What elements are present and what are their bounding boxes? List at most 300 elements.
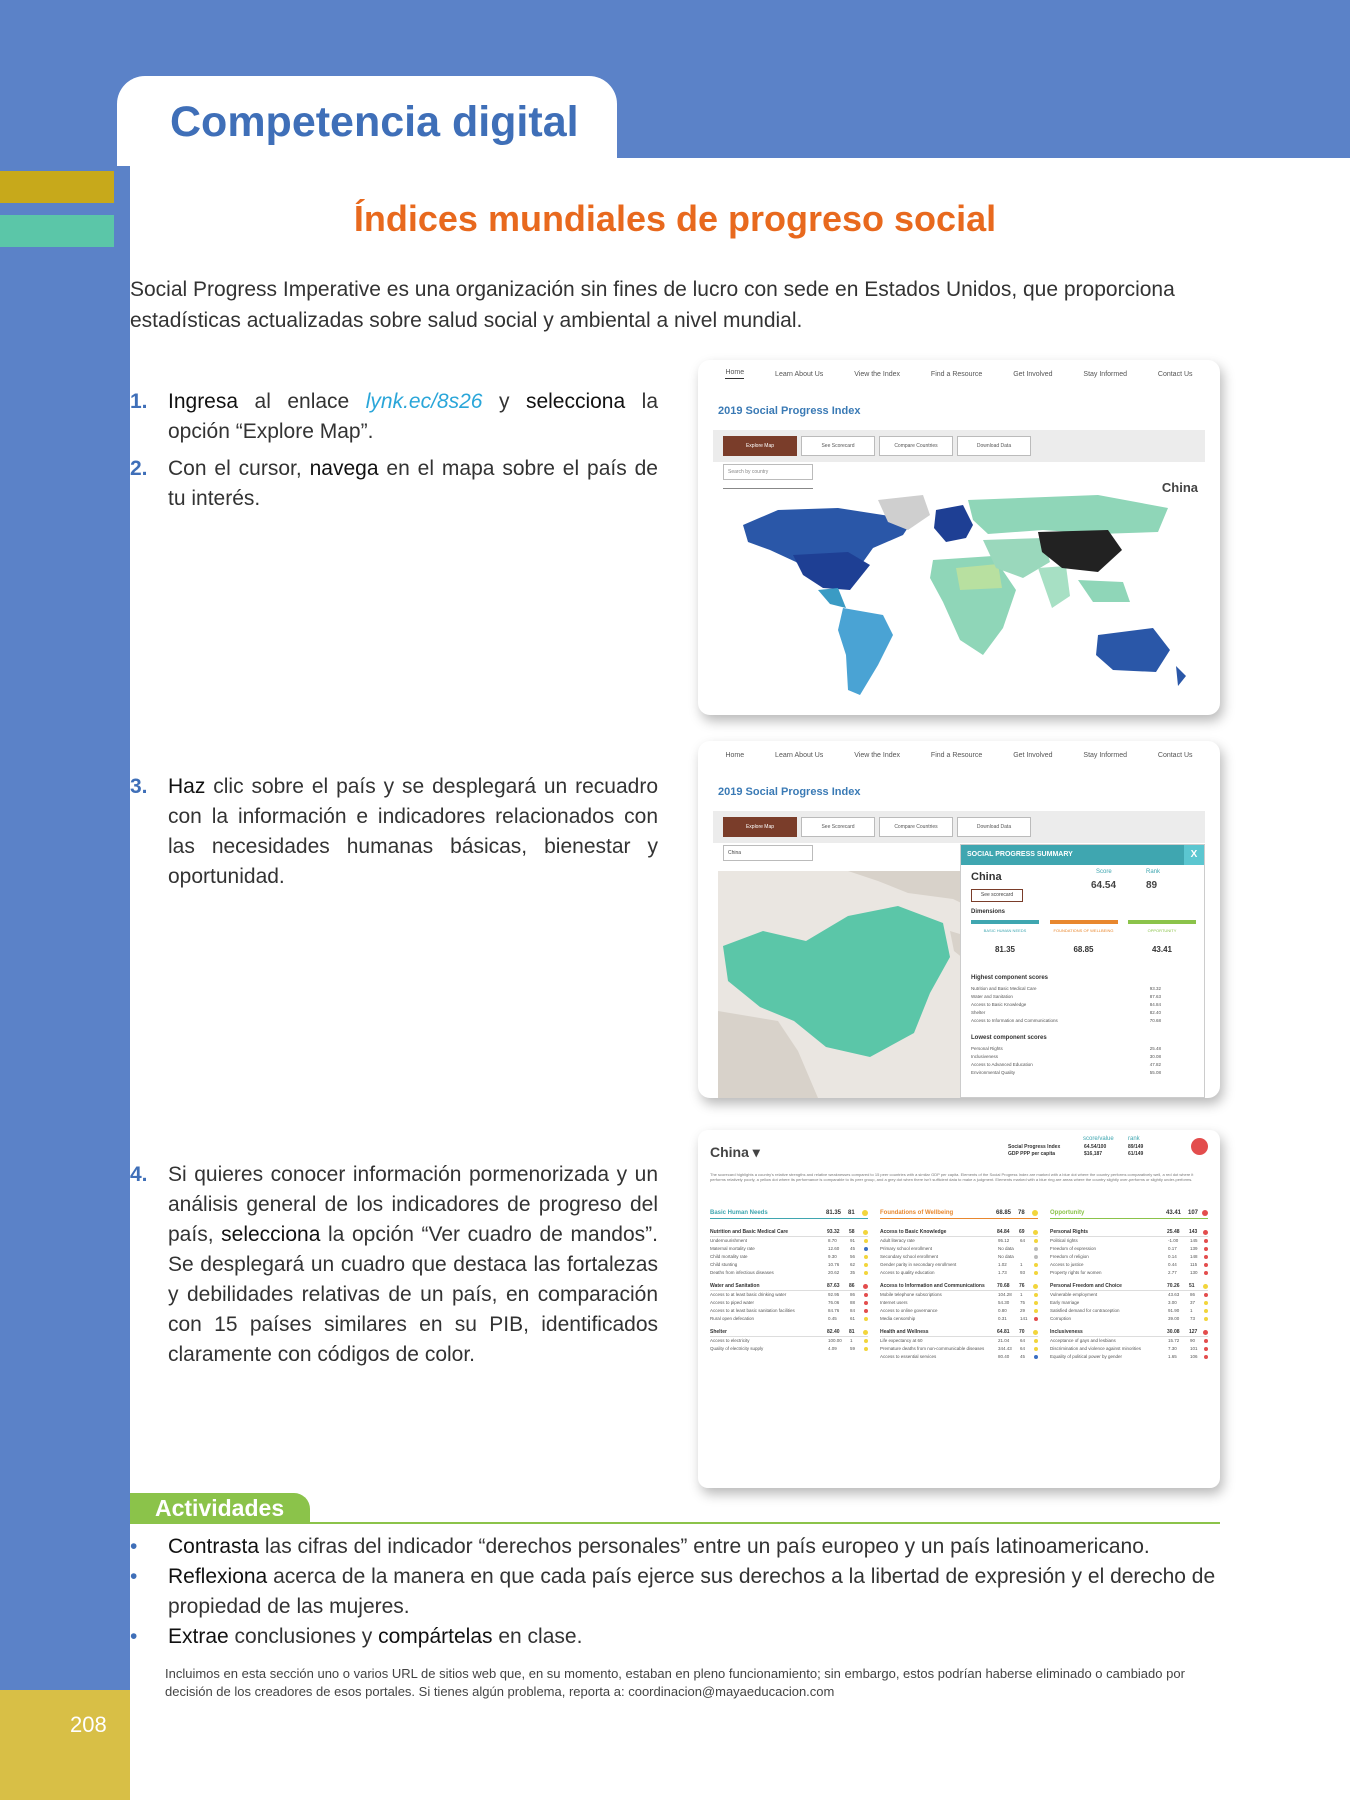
dimension-label: FOUNDATIONS OF WELLBEING	[1053, 928, 1114, 933]
world-map[interactable]	[698, 490, 1220, 715]
indicator-value: 39.00	[1168, 1316, 1180, 1321]
status-dot	[863, 1330, 868, 1335]
indicator-rank: 93	[1020, 1270, 1026, 1275]
indicator-value: 76.06	[828, 1300, 840, 1305]
indicator-name: Access to electricity	[710, 1338, 750, 1343]
status-dot	[1034, 1355, 1038, 1359]
component-value: 84.84	[1149, 1002, 1161, 1007]
indicator-row	[1050, 1299, 1208, 1307]
status-dot	[1034, 1263, 1038, 1267]
nav-learn[interactable]: Learn About Us	[775, 751, 824, 759]
indicator-value: 7.30	[1168, 1346, 1177, 1351]
indicator-value: 1.73	[998, 1270, 1007, 1275]
component-rank: 76	[1019, 1283, 1025, 1289]
map-australia	[1096, 628, 1170, 672]
component-score: 84.84	[997, 1229, 1010, 1235]
indicator-row	[880, 1337, 1038, 1345]
indicator-rank: 73	[1190, 1316, 1196, 1321]
component-score: 82.40	[827, 1329, 840, 1335]
status-dot	[864, 1247, 868, 1251]
status-dot	[1033, 1230, 1038, 1235]
keyword: Extrae	[168, 1625, 229, 1648]
indicator-value: 84.76	[828, 1308, 840, 1313]
indicator-rank: 35	[850, 1270, 856, 1275]
scorecard-country-dropdown[interactable]: China ▾	[710, 1144, 760, 1160]
indicator-rank: 61	[850, 1316, 856, 1321]
index-title: 2019 Social Progress Index	[718, 786, 861, 798]
indicator-row	[880, 1345, 1038, 1353]
dimension-scores	[971, 920, 1196, 972]
component-row	[971, 1017, 1196, 1025]
explore-map-button[interactable]: Explore Map	[723, 817, 797, 837]
nav-find-resource[interactable]: Find a Resource	[930, 370, 983, 378]
component-row	[971, 1053, 1196, 1061]
component-name: Access to Information and Communications	[880, 1283, 985, 1289]
component-name: Water and Sanitation	[710, 1283, 760, 1289]
step-4	[130, 1160, 658, 1370]
indicator-rank: 106	[1190, 1354, 1198, 1359]
indicator-rank: 62	[850, 1262, 856, 1267]
indicator-name: Deaths from infectious diseases	[710, 1270, 774, 1275]
map-sahel	[956, 564, 1002, 590]
keyword: Haz	[168, 775, 206, 798]
gdp-rank: 61/149	[1128, 1151, 1144, 1157]
component-score: 64.81	[997, 1329, 1010, 1335]
summary-score: 64.54	[1091, 880, 1117, 891]
activities-divider	[130, 1522, 1220, 1524]
indicator-value: No data	[998, 1254, 1014, 1259]
indicator-name: Premature deaths from non-communicable diseases	[880, 1346, 985, 1351]
indicator-value: 15.72	[1168, 1338, 1180, 1343]
see-scorecard-button[interactable]: See Scorecard	[801, 817, 875, 837]
nav-stay-informed[interactable]: Stay Informed	[1083, 370, 1127, 378]
indicator-rank: 1	[1020, 1292, 1023, 1297]
score-label: Score	[1096, 869, 1112, 875]
indicator-rank	[1020, 1245, 1034, 1253]
nav-learn[interactable]: Learn About Us	[775, 370, 824, 378]
indicator-value: 20.62	[828, 1270, 840, 1275]
text: y	[482, 390, 526, 413]
component-score: 70.68	[997, 1283, 1010, 1289]
dimension-header	[880, 1210, 1038, 1219]
status-dot	[1204, 1271, 1208, 1275]
text: acerca de la manera en que cada país ejerce sus derechos a la libertad de expresión y el derecho de propiedad de las mujeres.	[168, 1565, 1216, 1618]
highest-label: Highest component scores	[971, 975, 1049, 981]
indicator-name: Access to at least basic drinking water	[710, 1292, 787, 1297]
keyword: Contrasta	[168, 1535, 260, 1558]
indicator-name: Rural open defecation	[710, 1316, 755, 1321]
indicator-rank: 139	[1190, 1246, 1198, 1251]
status-dot	[1203, 1330, 1208, 1335]
nav-home[interactable]: Home	[725, 369, 744, 379]
nav-stay-informed[interactable]: Stay Informed	[1083, 751, 1127, 759]
text: la opción “Explore Map”.	[168, 390, 658, 443]
indicator-rank: 101	[1190, 1346, 1198, 1351]
dimension-card	[971, 920, 1039, 972]
text: Con el cursor,	[168, 457, 310, 480]
indicator-row	[1050, 1345, 1208, 1353]
indicator-name: Early marriage	[1050, 1300, 1080, 1305]
indicator-value: 9.30	[828, 1254, 837, 1259]
keyword: compártelas	[378, 1625, 493, 1648]
site-nav	[698, 360, 1220, 388]
site-nav	[698, 741, 1220, 769]
indicator-rank: 75	[1020, 1300, 1026, 1305]
activity-item	[130, 1622, 1230, 1652]
status-dot	[1202, 1210, 1208, 1216]
indicator-rank: 64	[1020, 1338, 1026, 1343]
indicator-value: 80.40	[998, 1354, 1010, 1359]
indicator-name: Equality of political power by gender	[1050, 1354, 1123, 1359]
component-name: Inclusiveness	[971, 1054, 999, 1059]
component-value: 82.40	[1149, 1010, 1161, 1015]
component-name: Water and Sanitation	[971, 994, 1013, 999]
screenshot-scorecard	[698, 1130, 1220, 1488]
nav-find-resource[interactable]: Find a Resource	[930, 751, 983, 759]
component-rank: 81	[849, 1329, 855, 1335]
indicator-row	[1050, 1315, 1208, 1323]
download-data-button[interactable]: Download Data	[957, 436, 1031, 456]
indicator-row	[880, 1315, 1038, 1323]
website-link[interactable]: lynk.ec/8s26	[365, 390, 483, 413]
status-dot	[864, 1309, 868, 1313]
search-input[interactable]: China	[723, 845, 813, 861]
nav-get-involved[interactable]: Get Involved	[1013, 370, 1053, 378]
see-scorecard-button[interactable]: See Scorecard	[801, 436, 875, 456]
indicator-rank: 86	[850, 1292, 856, 1297]
component-header	[880, 1229, 1038, 1237]
indicator-value: 0.80	[998, 1308, 1007, 1313]
nav-contact[interactable]: Contact Us	[1157, 751, 1193, 759]
left-margin-band	[0, 158, 130, 1690]
status-dot	[864, 1239, 868, 1243]
status-dot	[1034, 1293, 1038, 1297]
indicator-row	[710, 1237, 868, 1245]
text: Si quieres conocer información pormenorizada y un análisis general de los indicadores de progreso del país,	[168, 1163, 658, 1246]
china-zoom-map[interactable]	[718, 871, 978, 1098]
status-dot	[1204, 1263, 1208, 1267]
step-number: 1.	[130, 390, 148, 413]
indicator-row	[880, 1291, 1038, 1299]
component-rank: 70	[1019, 1329, 1025, 1335]
indicator-rank: 64	[1020, 1346, 1026, 1351]
text: al enlace	[238, 390, 366, 413]
indicator-name: Acceptance of gays and lesbians	[1050, 1338, 1116, 1343]
step-2	[130, 454, 658, 514]
indicator-rank: 64	[1020, 1238, 1026, 1243]
dimension-header	[1050, 1210, 1208, 1219]
nav-home[interactable]: Home	[725, 751, 745, 759]
step-text	[168, 1160, 658, 1370]
text: la opción “Ver cuadro de mandos”. Se desplegará un cuadro que destaca las fortalezas y debilidades relativas de un país, en comparación con 15 países similares en su PIB, identificados claramente con códigos de color.	[168, 1223, 658, 1366]
indicator-rank: 91	[850, 1238, 856, 1243]
bullet: •	[130, 1535, 138, 1558]
component-name: Personal Rights	[1050, 1229, 1089, 1235]
indicator-value: 2.77	[1168, 1270, 1177, 1275]
indicator-value: 0.17	[1168, 1246, 1177, 1251]
indicator-value: 8.70	[828, 1238, 837, 1243]
indicator-row	[710, 1307, 868, 1315]
indicator-value: 1.02	[998, 1262, 1007, 1267]
status-dot	[864, 1339, 868, 1343]
component-header	[710, 1229, 868, 1237]
component-row	[971, 993, 1196, 1001]
indicator-rank: 56	[850, 1254, 856, 1259]
indicator-name: Primary school enrollment	[880, 1246, 933, 1251]
component-name: Shelter	[971, 1010, 986, 1015]
component-name: Personal Freedom and Choice	[1050, 1283, 1122, 1289]
summary-panel	[960, 844, 1205, 1098]
indicator-rank: 1	[1020, 1262, 1023, 1267]
status-dot	[1204, 1317, 1208, 1321]
component-name: Nutrition and Basic Medical Care	[710, 1229, 789, 1235]
indicator-rank: 84	[850, 1308, 856, 1313]
indicator-value: 21.04	[998, 1338, 1010, 1343]
dimension-rank: 107	[1188, 1210, 1199, 1216]
component-name: Health and Wellness	[880, 1329, 929, 1335]
indicator-name: Adult literacy rate	[880, 1238, 915, 1243]
page-title: Índices mundiales de progreso social	[353, 198, 997, 239]
indicator-name: Access to piped water	[710, 1300, 755, 1305]
indicator-name: Access to justice	[1050, 1262, 1084, 1267]
dimension-value: 68.85	[1073, 945, 1094, 954]
status-dot	[864, 1263, 868, 1267]
component-header	[1050, 1229, 1208, 1237]
status-dot	[1034, 1239, 1038, 1243]
component-value: 93.32	[1149, 986, 1161, 991]
indicator-rank: 90	[1190, 1338, 1196, 1343]
rank-col-label: rank	[1128, 1136, 1140, 1142]
scorecard-summary	[1008, 1144, 1168, 1158]
indicator-value: 92.95	[828, 1292, 840, 1297]
indicator-name: Undernourishment	[710, 1238, 748, 1243]
indicator-name: Media censorship	[880, 1316, 916, 1321]
component-name: Nutrition and Basic Medical Care	[971, 986, 1037, 991]
search-input[interactable]: Search by country	[723, 464, 813, 480]
indicator-name: Mobile telephone subscriptions	[880, 1292, 942, 1297]
component-value: 47.82	[1149, 1062, 1161, 1067]
keyword: Reflexiona	[168, 1565, 268, 1588]
nav-contact[interactable]: Contact Us	[1157, 370, 1193, 378]
section-title: Competencia digital	[170, 98, 579, 146]
dimension-name: Foundations of Wellbeing	[880, 1210, 954, 1216]
indicator-name: Child stunting	[710, 1262, 738, 1267]
component-row	[971, 985, 1196, 993]
component-score: 93.32	[827, 1229, 840, 1235]
step-1	[130, 387, 658, 447]
indicator-rank: 130	[1190, 1270, 1198, 1275]
component-name: Personal Rights	[971, 1046, 1003, 1051]
spi-rank: 89/149	[1128, 1144, 1144, 1150]
indicator-row	[710, 1253, 868, 1261]
component-rank: 51	[1189, 1283, 1195, 1289]
indicator-row	[1050, 1269, 1208, 1277]
nav-view-index[interactable]: View the Index	[854, 370, 901, 378]
indicator-value: 12.60	[828, 1246, 840, 1251]
nav-get-involved[interactable]: Get Involved	[1013, 751, 1053, 759]
indicator-row	[1050, 1261, 1208, 1269]
indicator-name: Freedom of expression	[1050, 1246, 1097, 1251]
activity-item	[130, 1532, 1230, 1562]
indicator-value: 95.12	[998, 1238, 1010, 1243]
indicator-value: 43.63	[1168, 1292, 1180, 1297]
scorecard-note: The scorecard highlights a country's relative strengths and relative weaknesses compared to 15 peer countries with a similar GDP per capita. Elements of the Social Progress Index are marked with a blue dot where the country performs comparatively well, a red dot where it performs relatively poorly, a yellow dot where its performance is comparable to its peer group, and a grey dot when there isn't sufficient data to make a judgment. Elements marked with a blue ring are areas where the country slightly over-performs or slightly under-performs.	[710, 1172, 1194, 1182]
status-dot	[864, 1271, 868, 1275]
lowest-components	[971, 1045, 1196, 1077]
indicator-row	[880, 1261, 1038, 1269]
summary-header	[961, 845, 1204, 865]
component-row	[971, 1069, 1196, 1077]
download-data-button[interactable]: Download Data	[957, 817, 1031, 837]
component-header	[880, 1283, 1038, 1291]
status-dot	[1034, 1339, 1038, 1343]
scorecard-dimensions	[710, 1210, 1208, 1485]
spi-row	[1008, 1144, 1168, 1151]
indicator-value: 10.76	[828, 1262, 840, 1267]
status-dot	[1034, 1309, 1038, 1313]
gdp-score: $16,187	[1084, 1151, 1103, 1157]
indicator-rank	[1020, 1253, 1034, 1261]
indicator-row	[880, 1253, 1038, 1261]
component-rank: 58	[849, 1229, 855, 1235]
indicator-value: 3.00	[1168, 1300, 1177, 1305]
status-dot	[1204, 1255, 1208, 1259]
indicator-value: 100.00	[828, 1338, 842, 1343]
dimension-value: 81.35	[994, 945, 1016, 954]
indicator-rank: 141	[1020, 1316, 1028, 1321]
component-value: 30.08	[1149, 1054, 1161, 1059]
status-dot	[1034, 1301, 1038, 1305]
indicator-name: Freedom of religion	[1050, 1254, 1089, 1259]
indicator-rank: 45	[1020, 1354, 1026, 1359]
keyword: selecciona	[525, 390, 626, 413]
compare-countries-button[interactable]: Compare Countries	[879, 436, 953, 456]
component-name: Access to Basic Knowledge	[880, 1229, 947, 1235]
text: conclusiones y	[228, 1625, 379, 1648]
component-row	[971, 1001, 1196, 1009]
indicator-rank: 115	[1190, 1262, 1198, 1267]
close-icon[interactable]: X	[1184, 845, 1204, 865]
indicator-rank: 145	[1190, 1238, 1198, 1243]
component-rank: 143	[1189, 1229, 1198, 1235]
footnote: Incluimos en esta sección uno o varios URL de sitios web que, en su momento, estaban en pleno funcionamiento; sin embargo, estos podrían haberse eliminado o cambiado por decisión de los creadores de esos portales. Si tienes algún problema, reporta a: coordinacion@mayaeducacion.com	[165, 1666, 1185, 1699]
component-name: Access to Basic Knowledge	[971, 1002, 1027, 1007]
indicator-value: 54.30	[998, 1300, 1010, 1305]
component-header	[880, 1329, 1038, 1337]
status-dot	[863, 1284, 868, 1289]
indicator-row	[710, 1345, 868, 1353]
dimension-label: OPPORTUNITY	[1147, 928, 1177, 933]
status-dot	[1204, 1301, 1208, 1305]
text: las cifras del indicador “derechos personales” entre un país europeo y un país latinoamericano.	[259, 1535, 1150, 1558]
status-dot-red	[1191, 1138, 1208, 1155]
indicator-name: Property rights for women	[1050, 1270, 1102, 1275]
component-rank: 127	[1189, 1329, 1198, 1335]
highest-components	[971, 985, 1196, 1025]
indicator-row	[880, 1307, 1038, 1315]
indicator-rank: 1	[1190, 1308, 1193, 1313]
component-header	[1050, 1329, 1208, 1337]
activities-list	[130, 1532, 1230, 1652]
indicator-name: Satisfied demand for contraception	[1050, 1308, 1120, 1313]
indicator-name: Political rights	[1050, 1238, 1078, 1243]
indicator-row	[880, 1245, 1038, 1253]
indicator-name: Access to online governance	[880, 1308, 938, 1313]
component-score: 70.26	[1167, 1283, 1180, 1289]
indicator-name: Vulnerable employment	[1050, 1292, 1098, 1297]
step-3	[130, 772, 658, 892]
divider	[723, 488, 813, 489]
page-number: 208	[70, 1712, 107, 1737]
text: en clase.	[492, 1625, 583, 1648]
map-india	[1038, 566, 1070, 608]
score-col-label: score/value	[1083, 1136, 1114, 1142]
indicator-rank: 45	[850, 1246, 856, 1251]
status-dot	[1204, 1247, 1208, 1251]
indicator-value: 104.28	[998, 1292, 1012, 1297]
indicator-rank: 148	[1190, 1254, 1198, 1259]
gdp-label: GDP PPP per capita	[1008, 1151, 1056, 1157]
dimension-card	[1050, 920, 1118, 972]
keyword: Ingresa	[168, 390, 239, 413]
indicator-row	[710, 1291, 868, 1299]
component-header	[710, 1283, 868, 1291]
status-dot	[1033, 1284, 1038, 1289]
indicator-name: Gender parity in secondary enrollment	[880, 1262, 957, 1267]
status-dot	[1204, 1293, 1208, 1297]
explore-map-button[interactable]: Explore Map	[723, 436, 797, 456]
activity-item	[130, 1562, 1230, 1622]
status-dot	[1204, 1355, 1208, 1359]
dimension-score: 43.41	[1166, 1210, 1182, 1216]
indicator-value: 0.45	[828, 1316, 837, 1321]
step-number: 3.	[130, 775, 148, 798]
status-dot	[863, 1230, 868, 1235]
component-name: Inclusiveness	[1050, 1329, 1083, 1335]
scorecard-column	[1050, 1210, 1208, 1485]
component-rank: 86	[849, 1283, 855, 1289]
component-score: 25.48	[1167, 1229, 1180, 1235]
indicator-value: 4.09	[828, 1346, 837, 1351]
component-header	[710, 1329, 868, 1337]
see-scorecard-link[interactable]: See scorecard	[971, 889, 1023, 902]
scorecard-column	[880, 1210, 1038, 1485]
indicator-row	[880, 1299, 1038, 1307]
compare-countries-button[interactable]: Compare Countries	[879, 817, 953, 837]
indicator-row	[880, 1353, 1038, 1361]
component-score: 30.08	[1167, 1329, 1180, 1335]
indicator-row	[1050, 1307, 1208, 1315]
status-dot	[1033, 1330, 1038, 1335]
status-dot	[1204, 1339, 1208, 1343]
indicator-value: 344.43	[998, 1346, 1012, 1351]
indicator-row	[880, 1237, 1038, 1245]
indicator-value: -1.00	[1168, 1238, 1179, 1243]
gdp-row	[1008, 1151, 1168, 1158]
indicator-row	[710, 1315, 868, 1323]
indicator-name: Maternal mortality rate	[710, 1246, 755, 1251]
index-title: 2019 Social Progress Index	[718, 405, 861, 417]
indicator-row	[710, 1269, 868, 1277]
indicator-value: 91.90	[1168, 1308, 1180, 1313]
nav-view-index[interactable]: View the Index	[854, 751, 901, 759]
status-dot	[1203, 1284, 1208, 1289]
dimension-rank: 78	[1018, 1210, 1025, 1216]
indicator-name: Corruption	[1050, 1316, 1072, 1321]
button-bar	[713, 811, 1205, 843]
scorecard-column	[710, 1210, 868, 1485]
status-dot	[864, 1347, 868, 1351]
